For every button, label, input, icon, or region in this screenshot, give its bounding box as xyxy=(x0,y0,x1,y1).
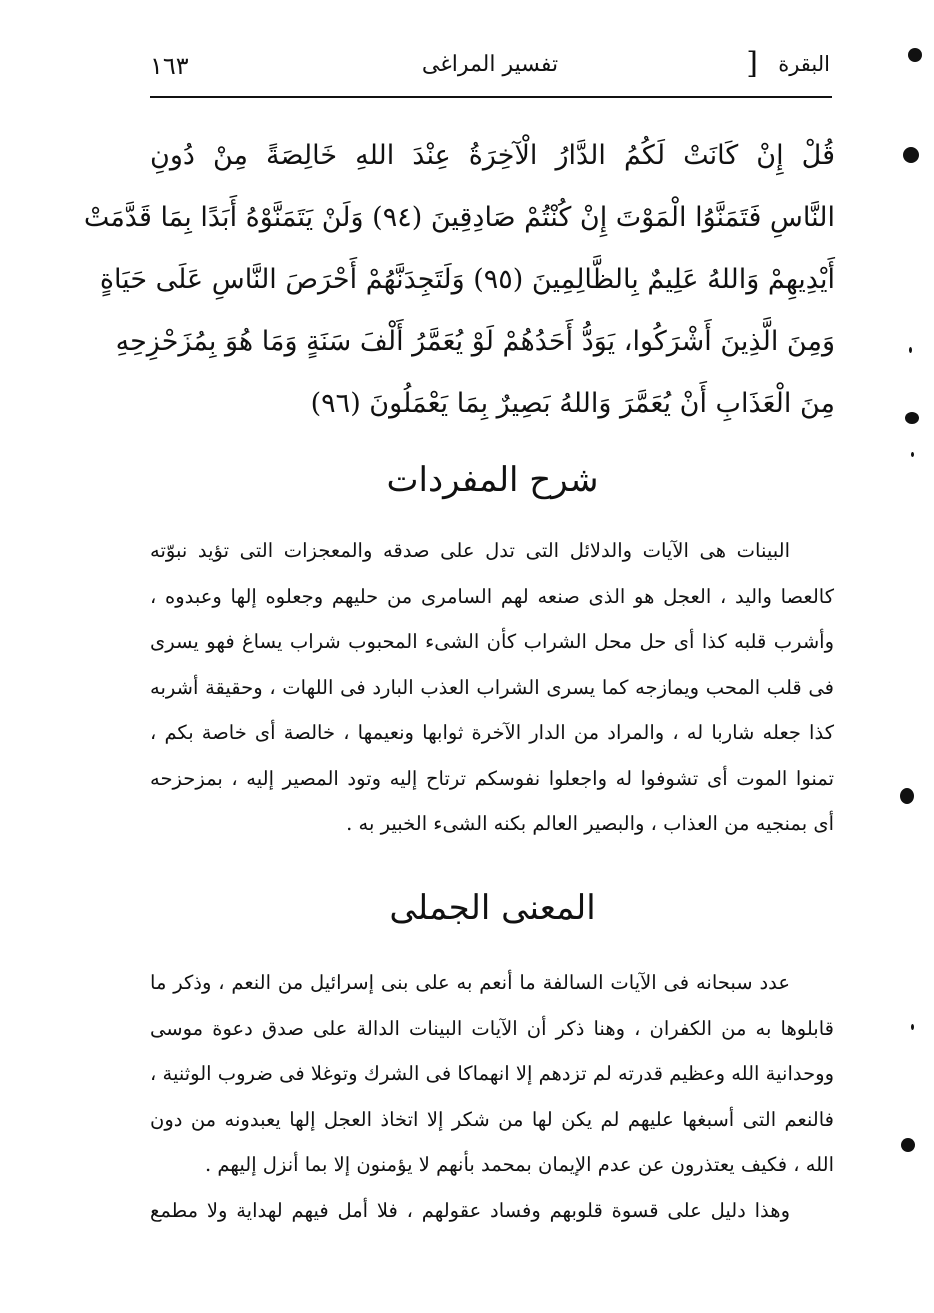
margin-speck xyxy=(908,48,922,62)
quran-verses xyxy=(83,125,835,435)
verse-line: أَيْدِيهِمْ وَاللهُ عَلِيمٌ بِالظَّالِمِينَ (٩٥) وَلَتَجِدَنَّهُمْ أَحْرَصَ النَّاسِ عَلَى حَيَاةٍ xyxy=(99,264,835,295)
text-line: أى بمنجيه من العذاب ، والبصير العالم بكنه الشىء الخبير به . xyxy=(346,812,834,835)
verse-line: وَمِنَ الَّذِينَ أَشْرَكُوا، يَوَدُّ أَحَدُهُمْ لَوْ يُعَمَّرُ أَلْفَ سَنَةٍ وَمَا هُوَ بِمُزَحْزِحِهِ xyxy=(115,326,835,357)
book-title: تفسير المراغى xyxy=(421,52,559,77)
margin-speck xyxy=(900,788,914,804)
surah-name: البقرة xyxy=(778,52,830,76)
general-meaning-paragraph xyxy=(150,960,834,1233)
text-line: وهذا دليل على قسوة قلوبهم وفساد عقولهم ، فلا أمل فيهم لهداية ولا مطمع xyxy=(150,1198,790,1222)
text-line: الله ، فكيف يعتذرون عن عدم الإيمان بمحمد بأنهم لا يؤمنون إلا بما أنزل إليهم . xyxy=(205,1153,834,1176)
verse-line: مِنَ الْعَذَابِ أَنْ يُعَمَّرَ وَاللهُ بَصِيرٌ بِمَا يَعْمَلُونَ (٩٦) xyxy=(310,388,835,419)
margin-speck xyxy=(911,452,914,457)
margin-speck xyxy=(903,147,919,163)
header-rule xyxy=(150,96,832,98)
text-line: فى قلب المحب ويمازجه كما يسرى الشراب العذب البارد فى اللهات ، وحقيقة أشربه xyxy=(150,675,834,699)
verse-line: قُلْ إِنْ كَانَتْ لَكُمُ الدَّارُ الْآخِرَةُ عِنْدَ اللهِ خَالِصَةً مِنْ دُونِ xyxy=(150,140,835,171)
margin-speck xyxy=(905,412,919,424)
text-line: فالنعم التى أسبغها عليهم لم يكن لها من شكر إلا اتخاذ العجل إلها يعبدونه من دون xyxy=(150,1107,834,1131)
text-line: تمنوا الموت أى تشوفوا له واجعلوا نفوسكم ترتاح إليه وتود المصير إليه ، بمزحزحه xyxy=(150,766,834,790)
verse-line: النَّاسِ فَتَمَنَّوُا الْمَوْتَ إِنْ كُنْتُمْ صَادِقِينَ (٩٤) وَلَنْ يَتَمَنَّوْهُ أَبَدًا بِمَا قَدَّمَتْ xyxy=(83,202,835,233)
section-heading-vocabulary: شرح المفردات xyxy=(386,460,599,500)
text-line: ووحدانية الله وعظيم قدرته لم تزدهم إلا انهماكا فى الشرك وتوغلا فى ضروب الوثنية ، xyxy=(150,1062,834,1085)
vocabulary-paragraph xyxy=(150,528,834,847)
text-line: كذا جعله شاربا له ، والمراد من الدار الآخرة ثوابها ونعيمها ، خالصة أى خاصة بكم ، xyxy=(150,721,834,744)
text-line: وأشرب قلبه كذا أى حل محل الشراب كأن الشىء المحبوب شراب يساغ فهو يسرى xyxy=(150,630,834,653)
header-bracket: ] xyxy=(746,46,758,81)
section-heading-general-meaning: المعنى الجملى xyxy=(389,888,596,928)
text-line: كالعصا واليد ، العجل هو الذى صنعه لهم السامرى من حليهم وجعلوه إلها وعبدوه ، xyxy=(150,584,834,608)
margin-speck xyxy=(911,1024,914,1030)
text-line: البينات هى الآيات والدلائل التى تدل على صدقه والمعجزات التى تؤيد نبوّته xyxy=(150,539,790,562)
running-header xyxy=(150,46,830,86)
page-number: ١٦٣ xyxy=(150,52,189,80)
text-line: قابلوها به من الكفران ، وهنا ذكر أن الآيات البينات الدالة على صدق دعوة موسى xyxy=(150,1016,834,1040)
margin-speck xyxy=(901,1138,915,1152)
text-line: عدد سبحانه فى الآيات السالفة ما أنعم به على بنى إسرائيل من النعم ، وذكر ما xyxy=(150,971,790,994)
margin-speck xyxy=(909,347,912,353)
